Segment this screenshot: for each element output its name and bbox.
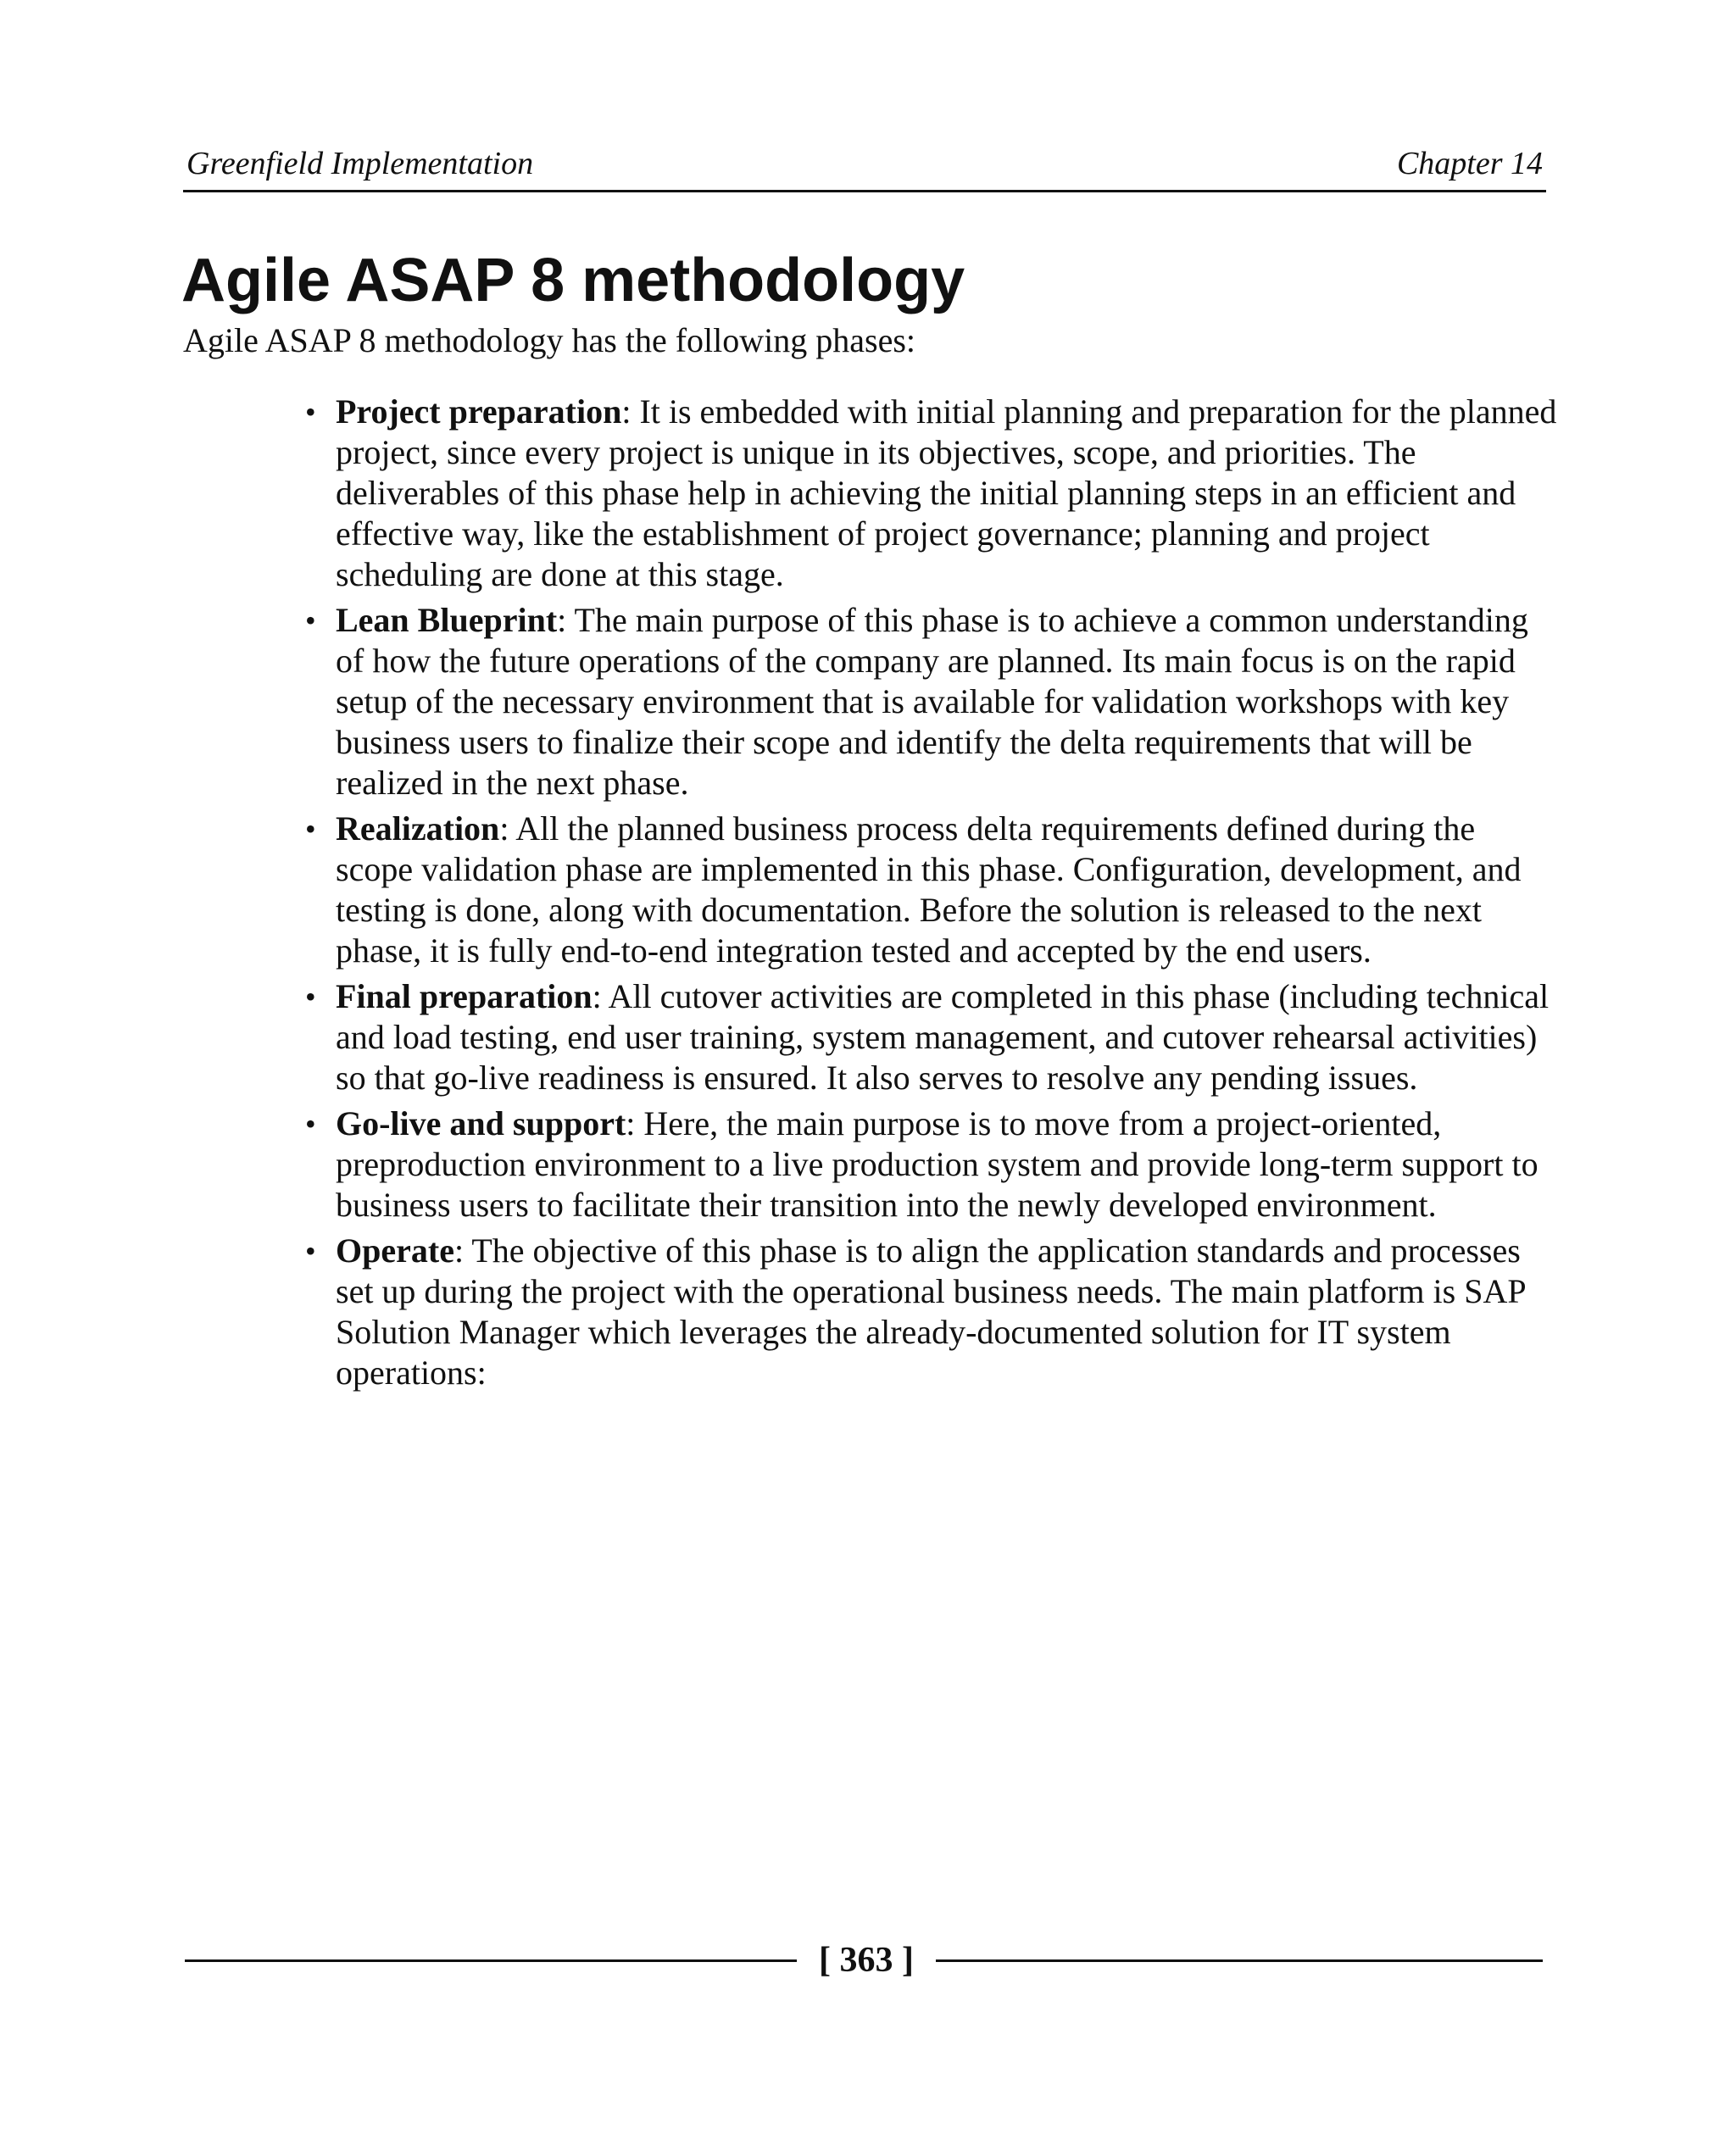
phase-name: Project preparation: [336, 392, 622, 431]
header-book-section: Greenfield Implementation: [186, 146, 534, 181]
bullet-icon: •: [305, 603, 316, 637]
phase-item-operate: [302, 1231, 1560, 1393]
phase-description: : The objective of this phase is to align the application standards and processes set up during the project with the operational business needs. The main platform is SAP Solution Manager which leverages the already-documented solution for IT system operations:: [336, 1231, 1526, 1392]
bullet-icon: •: [305, 980, 316, 1014]
phase-name: Operate: [336, 1231, 454, 1270]
bullet-icon: •: [305, 812, 316, 846]
bullet-icon: •: [305, 1234, 316, 1268]
phase-description: : The main purpose of this phase is to achieve a common understanding of how the future operations of the company are planned. Its main focus is on the rapid setup of the necessary environment that is available for validation workshops with key business users to finalize their scope and identify the delta requirements that will be realized in the next phase.: [336, 601, 1528, 802]
phase-description: : All the planned business process delta requirements defined during the scope validation phase are implemented in this phase. Configuration, development, and testing is done, along with documentation. Before the solution is released to the next phase, it is fully end-to-end integration tested and accepted by the end users.: [336, 809, 1522, 970]
bullet-icon: •: [305, 395, 316, 429]
phase-item-final-preparation: [302, 976, 1560, 1098]
phase-list: [302, 392, 1560, 1398]
page-number: [ 363 ]: [819, 1941, 914, 1980]
phase-name: Final preparation: [336, 977, 593, 1015]
section-intro: Agile ASAP 8 methodology has the following phases:: [183, 321, 916, 359]
footer-rule-left: [185, 1959, 797, 1962]
phase-name: Lean Blueprint: [336, 601, 558, 639]
phase-name: Go-live and support: [336, 1104, 626, 1142]
phase-item-project-preparation: [302, 392, 1560, 595]
bullet-icon: •: [305, 1107, 316, 1141]
phase-name: Realization: [336, 809, 500, 848]
running-header: [183, 142, 1546, 192]
footer-rule-right: [936, 1959, 1543, 1962]
phase-item-realization: [302, 809, 1560, 971]
phase-item-go-live-and-support: [302, 1103, 1560, 1226]
phase-description: : All cutover activities are completed in this phase (including technical and load testing, end user training, system management, and cutover rehearsal activities) so that go-live readiness is ensured. It also serves to resolve any pending issues.: [336, 977, 1550, 1097]
section-title: Agile ASAP 8 methodology: [181, 247, 965, 314]
phase-description: : Here, the main purpose is to move from a project-oriented, preproduction environment to a live production system and provide long-term support to business users to facilitate their transition into the newly developed environment.: [336, 1104, 1538, 1224]
phase-item-lean-blueprint: [302, 600, 1560, 803]
header-chapter: Chapter 14: [1396, 146, 1543, 181]
phase-description: : It is embedded with initial planning and preparation for the planned project, since every project is unique in its objectives, scope, and priorities. The deliverables of this phase help in achieving the initial planning steps in an efficient and effective way, like the establishment of project governance; planning and project scheduling are done at this stage.: [336, 392, 1557, 593]
